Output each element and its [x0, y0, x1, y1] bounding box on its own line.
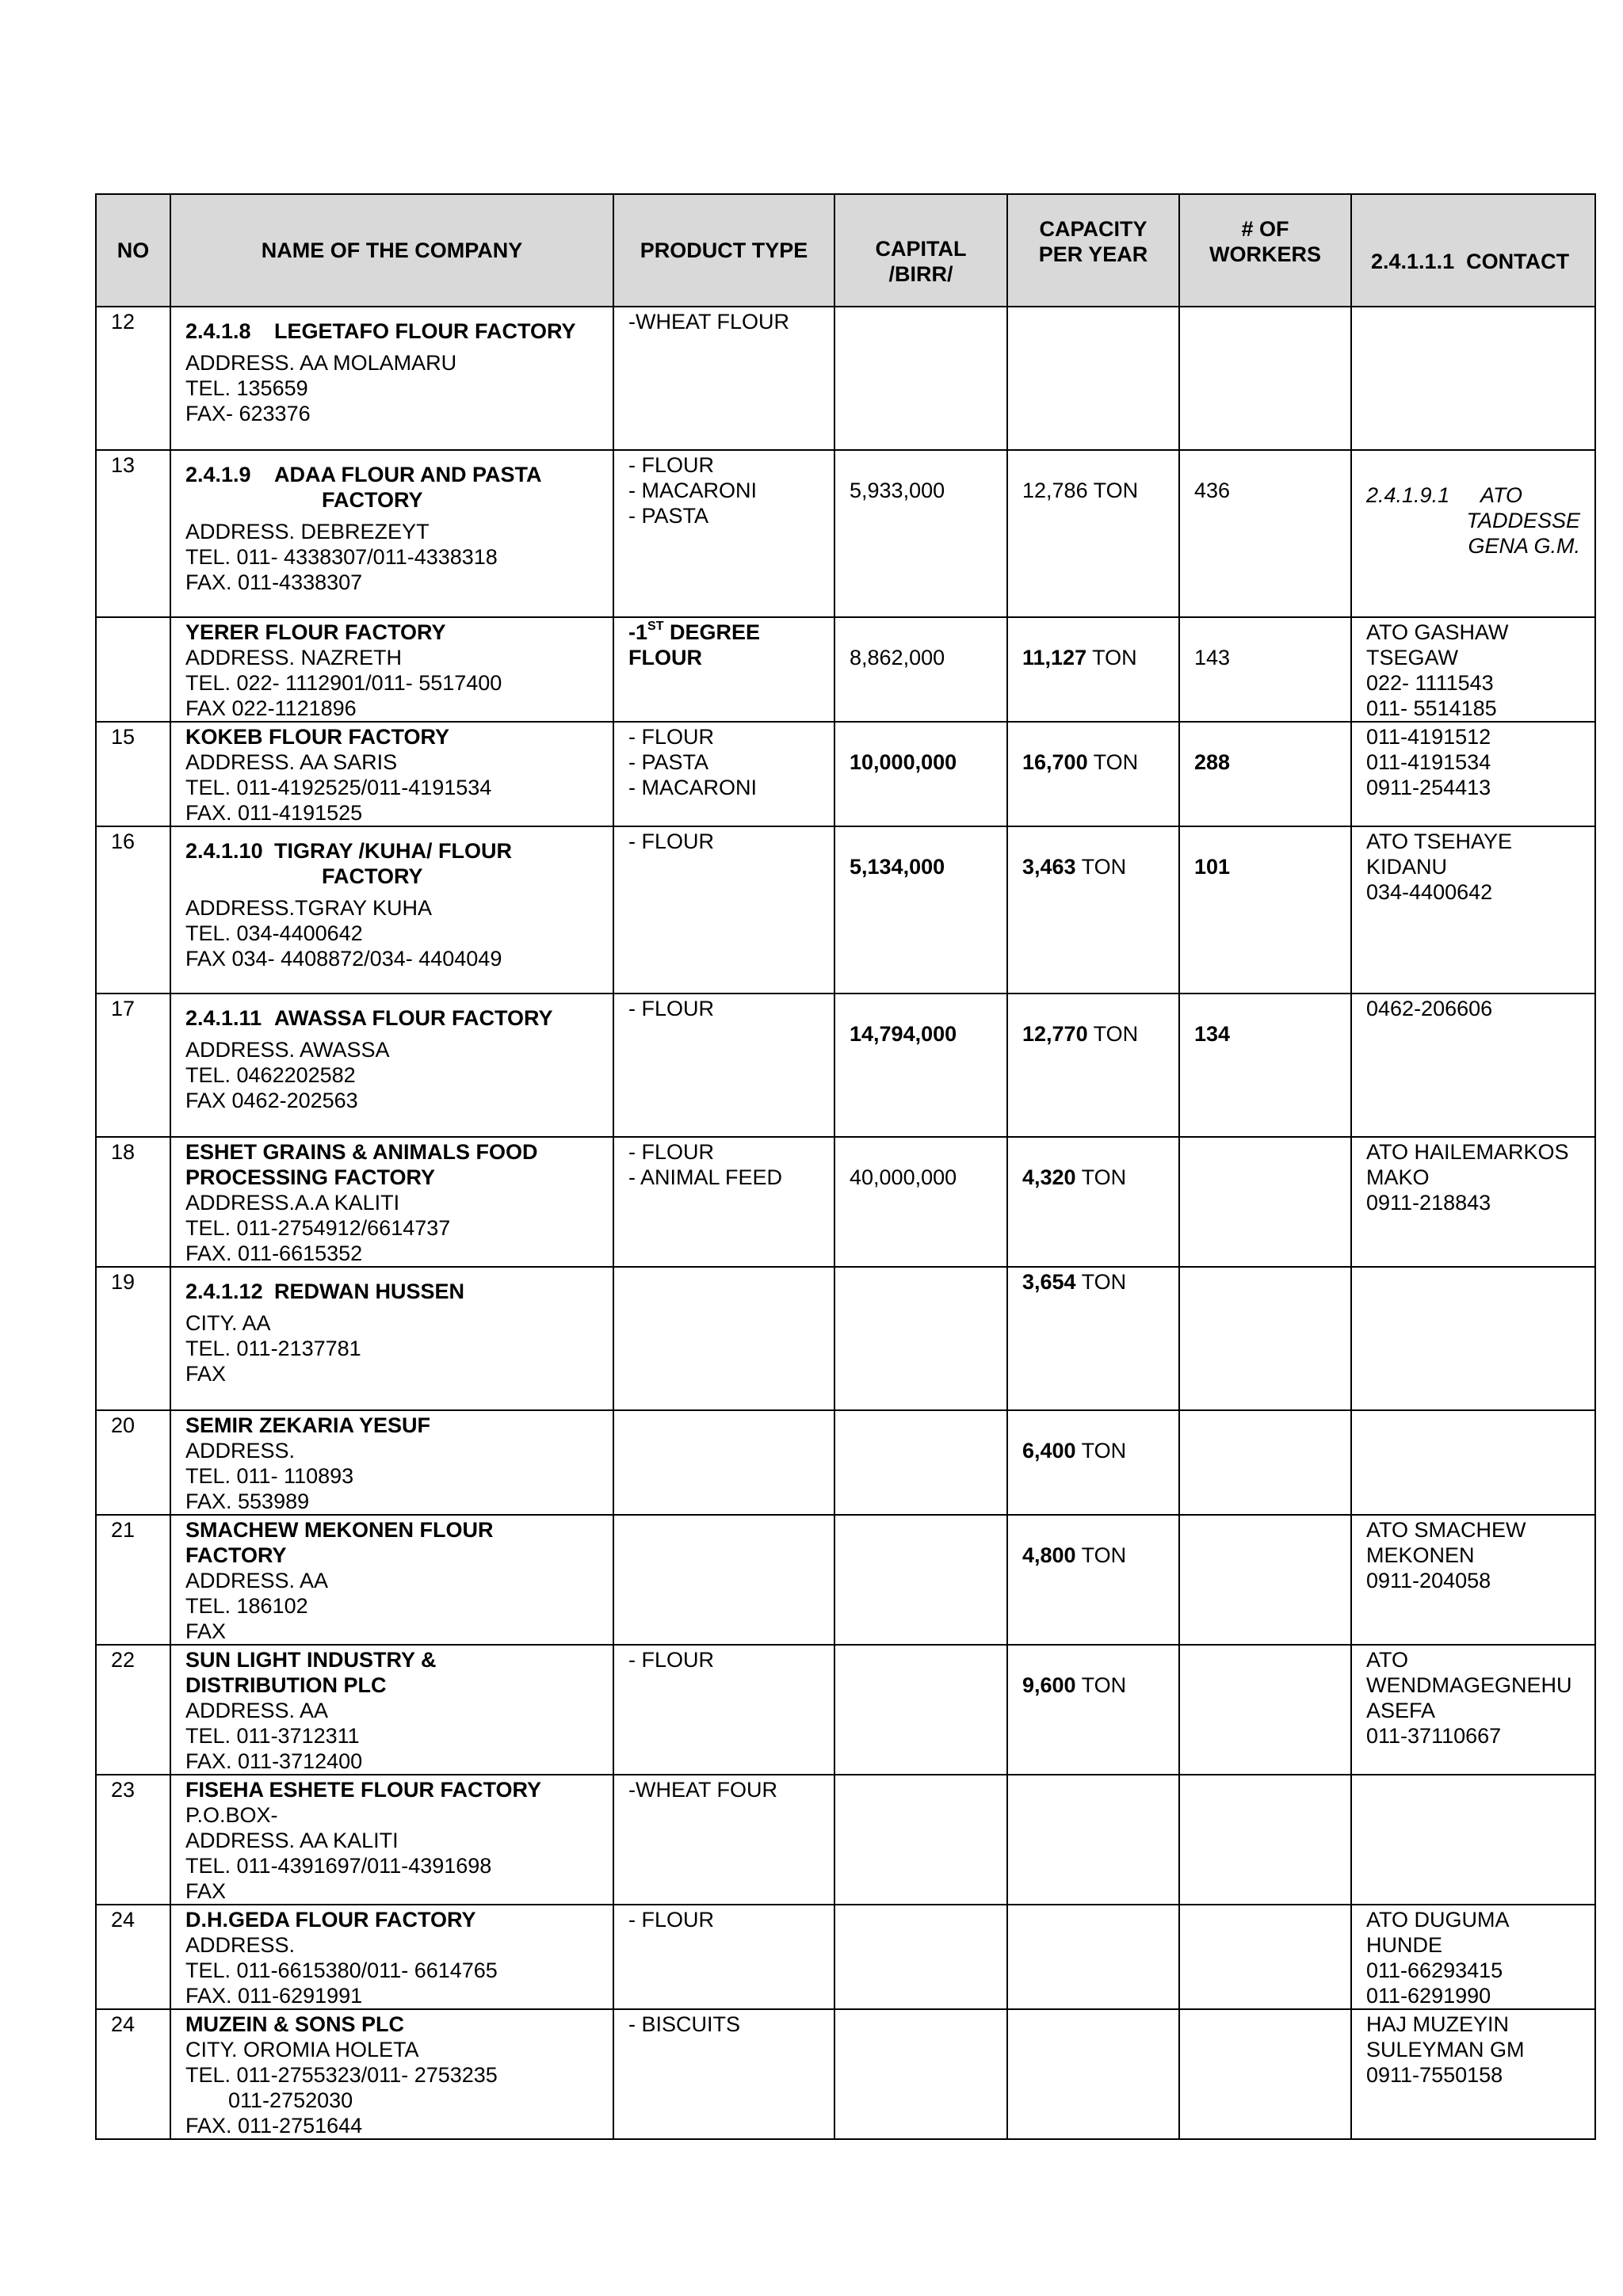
contact-cell — [1351, 1410, 1595, 1515]
product-cell: -WHEAT FOUR — [613, 1775, 834, 1905]
product-cell: - FLOUR — [613, 826, 834, 994]
row-number: 22 — [96, 1645, 170, 1775]
company-cell: 2.4.1.12 REDWAN HUSSEN CITY. AA TEL. 011-2137781 FAX — [170, 1267, 613, 1410]
product-cell: - FLOUR - PASTA - MACARONI — [613, 722, 834, 826]
table-row — [96, 1137, 1595, 1267]
capacity-cell: 3,463 TON — [1007, 826, 1179, 994]
capacity-cell: 6,400 TON — [1007, 1410, 1179, 1515]
row-number: 20 — [96, 1410, 170, 1515]
table-row — [96, 1645, 1595, 1775]
capacity-cell: 9,600 TON — [1007, 1645, 1179, 1775]
row-number: 18 — [96, 1137, 170, 1267]
company-cell: D.H.GEDA FLOUR FACTORY ADDRESS. TEL. 011-6615380/011- 6614765 FAX. 011-6291991 — [170, 1905, 613, 2009]
contact-cell: 0462-206606 — [1351, 994, 1595, 1137]
capacity-cell: 11,127 TON — [1007, 617, 1179, 722]
capital-cell: 14,794,000 — [834, 994, 1007, 1137]
capital-cell: 5,134,000 — [834, 826, 1007, 994]
capital-cell — [834, 1645, 1007, 1775]
capacity-cell: 16,700 TON — [1007, 722, 1179, 826]
capacity-cell — [1007, 2009, 1179, 2139]
table-row — [96, 1267, 1595, 1410]
capital-cell — [834, 1775, 1007, 1905]
capital-cell — [834, 1267, 1007, 1410]
workers-cell: 436 — [1179, 450, 1351, 617]
capital-cell: 10,000,000 — [834, 722, 1007, 826]
workers-cell: 143 — [1179, 617, 1351, 722]
contact-cell — [1351, 1267, 1595, 1410]
workers-cell — [1179, 1645, 1351, 1775]
table-row — [96, 1515, 1595, 1645]
workers-cell — [1179, 1515, 1351, 1645]
contact-cell: ATO GASHAW TSEGAW 022- 1111543 011- 5514185 — [1351, 617, 1595, 722]
workers-cell — [1179, 307, 1351, 450]
capacity-cell — [1007, 307, 1179, 450]
company-cell: 2.4.1.10 TIGRAY /KUHA/ FLOUR FACTORY ADDRESS.TGRAY KUHA TEL. 034-4400642 FAX 034- 4408872/034- 4404049 — [170, 826, 613, 994]
company-cell: MUZEIN & SONS PLC CITY. OROMIA HOLETA TEL. 011-2755323/011- 2753235 011-2752030 FAX. 011-2751644 — [170, 2009, 613, 2139]
product-cell — [613, 1515, 834, 1645]
capital-cell: 5,933,000 — [834, 450, 1007, 617]
company-cell: SMACHEW MEKONEN FLOUR FACTORY ADDRESS. AA TEL. 186102 FAX — [170, 1515, 613, 1645]
workers-cell — [1179, 1137, 1351, 1267]
product-cell — [613, 1410, 834, 1515]
contact-cell — [1351, 307, 1595, 450]
capital-cell — [834, 1410, 1007, 1515]
workers-cell — [1179, 1267, 1351, 1410]
table-row — [96, 722, 1595, 826]
capacity-cell — [1007, 1905, 1179, 2009]
contact-cell: ATO DUGUMA HUNDE 011-66293415 011-6291990 — [1351, 1905, 1595, 2009]
capacity-cell — [1007, 1775, 1179, 1905]
header-company-name: NAME OF THE COMPANY — [170, 194, 613, 307]
contact-cell: ATO TSEHAYE KIDANU 034-4400642 — [1351, 826, 1595, 994]
row-number: 13 — [96, 450, 170, 617]
product-cell: - FLOUR — [613, 1645, 834, 1775]
workers-cell — [1179, 1905, 1351, 2009]
capital-cell — [834, 1515, 1007, 1645]
company-cell: 2.4.1.8 LEGETAFO FLOUR FACTORY ADDRESS. AA MOLAMARU TEL. 135659 FAX- 623376 — [170, 307, 613, 450]
capacity-cell: 12,786 TON — [1007, 450, 1179, 617]
company-cell: FISEHA ESHETE FLOUR FACTORY P.O.BOX- ADDRESS. AA KALITI TEL. 011-4391697/011-4391698 FAX — [170, 1775, 613, 1905]
companies-table — [95, 193, 1596, 2140]
capital-cell — [834, 1905, 1007, 2009]
header-capacity: CAPACITY PER YEAR — [1007, 194, 1179, 307]
company-cell: KOKEB FLOUR FACTORY ADDRESS. AA SARIS TEL. 011-4192525/011-4191534 FAX. 011-4191525 — [170, 722, 613, 826]
header-capital: CAPITAL /BIRR/ — [834, 194, 1007, 307]
company-cell: 2.4.1.9 ADAA FLOUR AND PASTA FACTORY ADDRESS. DEBREZEYT TEL. 011- 4338307/011-4338318 FAX. 011-4338307 — [170, 450, 613, 617]
table-row — [96, 994, 1595, 1137]
capacity-cell: 4,320 TON — [1007, 1137, 1179, 1267]
header-row — [96, 194, 1595, 307]
product-cell: - BISCUITS — [613, 2009, 834, 2139]
row-number: 12 — [96, 307, 170, 450]
contact-cell: 2.4.1.9.1 ATO TADDESSE GENA G.M. — [1351, 450, 1595, 617]
capacity-cell: 3,654 TON — [1007, 1267, 1179, 1410]
header-no: NO — [96, 194, 170, 307]
product-cell — [613, 1267, 834, 1410]
product-cell: - FLOUR - ANIMAL FEED — [613, 1137, 834, 1267]
capital-cell: 8,862,000 — [834, 617, 1007, 722]
contact-cell: ATO WENDMAGEGNEHU ASEFA 011-37110667 — [1351, 1645, 1595, 1775]
table-row — [96, 617, 1595, 722]
contact-cell: HAJ MUZEYIN SULEYMAN GM 0911-7550158 — [1351, 2009, 1595, 2139]
row-number: 24 — [96, 2009, 170, 2139]
capacity-cell: 12,770 TON — [1007, 994, 1179, 1137]
company-cell: YERER FLOUR FACTORY ADDRESS. NAZRETH TEL. 022- 1112901/011- 5517400 FAX 022-1121896 — [170, 617, 613, 722]
table-row — [96, 2009, 1595, 2139]
row-number: 23 — [96, 1775, 170, 1905]
product-cell: - FLOUR — [613, 994, 834, 1137]
workers-cell — [1179, 2009, 1351, 2139]
company-cell: SEMIR ZEKARIA YESUF ADDRESS. TEL. 011- 110893 FAX. 553989 — [170, 1410, 613, 1515]
row-number: 17 — [96, 994, 170, 1137]
row-number: 24 — [96, 1905, 170, 2009]
capacity-cell: 4,800 TON — [1007, 1515, 1179, 1645]
workers-cell: 134 — [1179, 994, 1351, 1137]
contact-cell: ATO HAILEMARKOS MAKO 0911-218843 — [1351, 1137, 1595, 1267]
workers-cell — [1179, 1410, 1351, 1515]
row-number: 16 — [96, 826, 170, 994]
company-cell: 2.4.1.11 AWASSA FLOUR FACTORY ADDRESS. AWASSA TEL. 0462202582 FAX 0462-202563 — [170, 994, 613, 1137]
workers-cell: 288 — [1179, 722, 1351, 826]
contact-cell: 011-4191512 011-4191534 0911-254413 — [1351, 722, 1595, 826]
row-number: 19 — [96, 1267, 170, 1410]
workers-cell — [1179, 1775, 1351, 1905]
header-product-type: PRODUCT TYPE — [613, 194, 834, 307]
table-row — [96, 1905, 1595, 2009]
contact-cell — [1351, 1775, 1595, 1905]
row-number — [96, 617, 170, 722]
contact-cell: ATO SMACHEW MEKONEN 0911-204058 — [1351, 1515, 1595, 1645]
header-contact: 2.4.1.1.1 CONTACT — [1351, 194, 1595, 307]
row-number: 15 — [96, 722, 170, 826]
table-row — [96, 826, 1595, 994]
product-cell: - FLOUR - MACARONI - PASTA — [613, 450, 834, 617]
company-cell: SUN LIGHT INDUSTRY & DISTRIBUTION PLC ADDRESS. AA TEL. 011-3712311 FAX. 011-3712400 — [170, 1645, 613, 1775]
product-cell: -WHEAT FLOUR — [613, 307, 834, 450]
capital-cell: 40,000,000 — [834, 1137, 1007, 1267]
table-row — [96, 307, 1595, 450]
product-cell: -1ST DEGREE FLOUR — [613, 617, 834, 722]
capital-cell — [834, 2009, 1007, 2139]
table-row — [96, 1775, 1595, 1905]
workers-cell: 101 — [1179, 826, 1351, 994]
header-workers: # OF WORKERS — [1179, 194, 1351, 307]
table-row — [96, 1410, 1595, 1515]
table-row — [96, 450, 1595, 617]
product-cell: - FLOUR — [613, 1905, 834, 2009]
capital-cell — [834, 307, 1007, 450]
row-number: 21 — [96, 1515, 170, 1645]
company-cell: ESHET GRAINS & ANIMALS FOOD PROCESSING FACTORY ADDRESS.A.A KALITI TEL. 011-2754912/6614737 FAX. 011-6615352 — [170, 1137, 613, 1267]
